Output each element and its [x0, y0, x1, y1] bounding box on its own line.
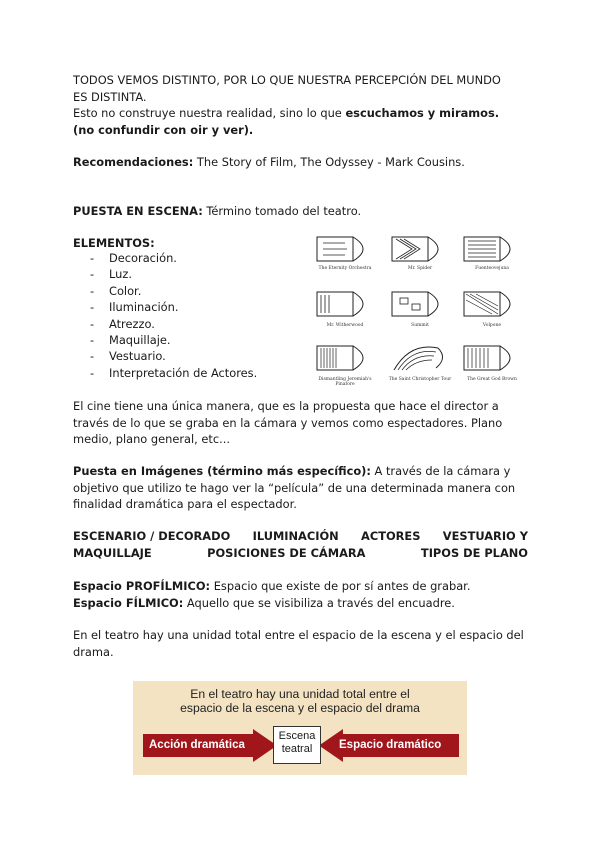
intro-line3-prefix: Esto no construye nuestra realidad, sino lo que — [73, 106, 346, 120]
stage-plan-diagram — [390, 340, 450, 376]
diagram-caption: Volpone — [482, 323, 502, 328]
espacio-filmico: Espacio FÍLMICO: Aquello que se visibiliza a través del encuadre. — [73, 596, 455, 610]
stage-plan-diagram — [462, 231, 522, 267]
intro-line3-bold: escuchamos y miramos. — [345, 106, 500, 120]
imagenes-text: A través de la cámara y objetivo que utilizo te hago ver la “película” de una determinada manera con finalidad dramática para el espectador. — [73, 464, 516, 511]
recommendations-label: Recomendaciones: — [73, 155, 194, 169]
recommendations — [73, 154, 528, 171]
diagram-caption: Summit — [411, 323, 429, 328]
categories-row-1 — [73, 528, 528, 545]
intro-line2: ES DISTINTA. — [73, 89, 147, 104]
puesta-text: Término tomado del teatro. — [202, 204, 362, 218]
category-label: ACTORES — [361, 529, 421, 543]
intro-line4: (no confundir con oir y ver). — [73, 122, 254, 137]
stage-diagrams — [312, 228, 534, 388]
category-label: TIPOS DE PLANO — [420, 546, 528, 560]
elementos-heading: ELEMENTOS: — [73, 236, 155, 250]
diagram-caption: Mr. Spider — [407, 266, 433, 271]
stage-plan-diagram — [315, 231, 375, 267]
list-item: - Luz. — [90, 267, 132, 282]
intro-paragraph — [73, 72, 528, 138]
teatro-paragraph: En el teatro hay una unidad total entre el espacio de la escena y el espacio del drama. — [73, 628, 524, 659]
stage-plan-diagram — [390, 286, 450, 322]
diagram-caption: Dismantling Jeremiah's Pinafore — [318, 377, 372, 387]
cine-paragraph: El cine tiene una única manera, que es la propuesta que hace el director a través de lo que se graba en la cámara y vemos como espectadores. Plano medio, plano general, etc... — [73, 399, 503, 446]
imagenes-paragraph — [73, 463, 528, 513]
imagenes-label: Puesta en Imágenes (término más específico): — [73, 464, 371, 478]
diagram-caption: Mr. Witherwood — [326, 323, 364, 328]
stage-plan-diagram — [462, 286, 522, 322]
list-item: - Decoración. — [90, 251, 177, 265]
escena-teatral-box: Escena teatral — [273, 726, 321, 764]
list-item: - Interpretación de Actores. — [90, 365, 258, 380]
figure-title: En el teatro hay una unidad total entre el espacio de la escena y el espacio del drama — [180, 687, 420, 715]
stage-plan-diagram — [315, 340, 375, 376]
list-item: - Iluminación. — [90, 300, 179, 315]
list-item: - Color. — [90, 283, 142, 298]
right-arrow-label: Espacio dramático — [339, 739, 442, 751]
puesta-label: PUESTA EN ESCENA: — [73, 204, 203, 218]
diagram-caption: Fuenteovejuna — [475, 266, 509, 271]
diagram-caption: The Eternity Orchestra — [318, 266, 372, 271]
list-item: - Maquillaje. — [90, 333, 171, 348]
recommendations-text: The Story of Film, The Odyssey - Mark Cousins. — [193, 155, 465, 169]
puesta-en-escena — [73, 203, 528, 220]
list-item: - Vestuario. — [90, 349, 166, 364]
left-arrow-label: Acción dramática — [149, 739, 245, 751]
category-label: VESTUARIO Y — [442, 529, 528, 543]
elementos-list — [90, 250, 257, 381]
diagram-caption: The Saint Christopher Tour — [388, 377, 452, 382]
diagram-caption: The Great God Brown — [467, 377, 517, 382]
stage-plan-diagram — [315, 286, 375, 322]
intro-line1: TODOS VEMOS DISTINTO, POR LO QUE NUESTRA PERCEPCIÓN DEL MUNDO — [73, 73, 501, 87]
stage-plan-diagram — [462, 340, 522, 376]
teatro-figure — [133, 681, 467, 775]
category-label: ESCENARIO / DECORADO — [73, 529, 231, 543]
list-item: - Atrezzo. — [90, 316, 155, 331]
categories-row-2 — [73, 545, 528, 562]
espacio-profilmico: Espacio PROFÍLMICO: Espacio que existe de por sí antes de grabar. — [73, 579, 471, 593]
category-label: MAQUILLAJE — [73, 546, 152, 560]
category-label: ILUMINACIÓN — [252, 529, 339, 543]
stage-plan-diagram — [390, 231, 450, 267]
category-label: POSICIONES DE CÁMARA — [207, 546, 366, 560]
